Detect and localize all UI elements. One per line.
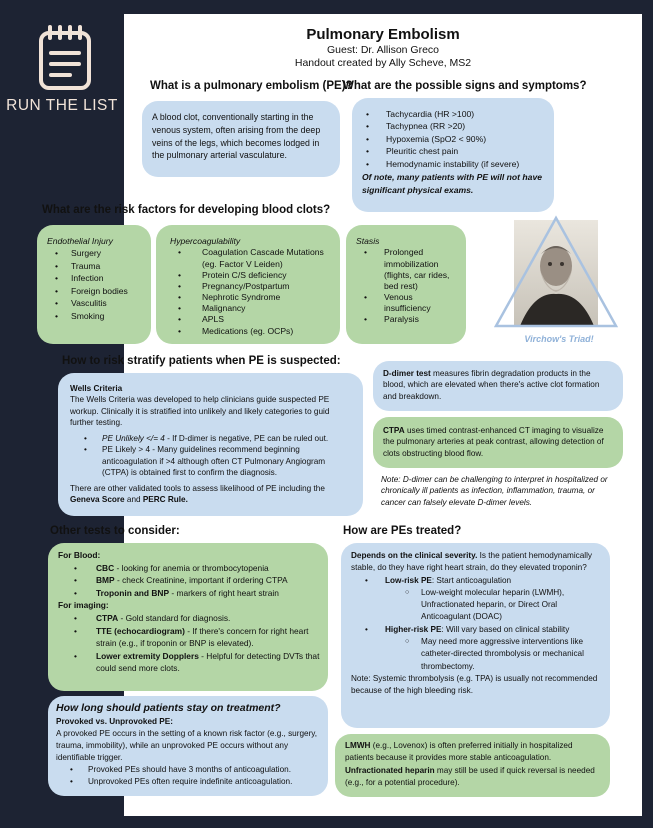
ctpa-box: CTPA uses timed contrast-enhanced CT imaging to visualize the pulmonary arteries at peak contrast, allowing detection of clots obstructing blood flow. [373, 417, 623, 468]
list-item: ○ Low-weight molecular heparin (LWMH), Unfractionated heparin, or Direct Oral Anticoagulant (DOAC) [361, 587, 602, 624]
hypercoagulability-box [156, 225, 340, 344]
logo [0, 0, 124, 140]
signs-heading: What are the possible signs and symptoms? [343, 80, 587, 92]
what-is-text: A blood clot, conventionally starting in the venous system, often arising from the deep veins of the legs, which becomes lodged in the pulmonary arterial vasculature. [152, 112, 321, 161]
what-is-heading: What is a pulmonary embolism (PE)? [150, 80, 353, 92]
list-item: • Higher-risk PE: Will vary based on clinical stability [361, 624, 602, 636]
list-item: • Medications (eg. OCPs) [174, 326, 334, 337]
list-item: • Lower extremity Dopplers - Helpful for detecting DVTs that could send more clots. [70, 650, 320, 675]
list-item: • Prolonged immobilization (flights, car rides, bed rest) [360, 247, 460, 292]
logo-text: RUN THE LIST [6, 97, 118, 114]
blood-label: For Blood: [58, 550, 101, 560]
list-item: • Unprovoked PEs often require indefinite anticoagulation. [66, 776, 320, 788]
list-item: • BMP - check Creatinine, important if ordering CTPA [70, 574, 320, 587]
wells-box [58, 373, 363, 516]
stasis-box [346, 225, 466, 344]
list-item: • APLS [174, 314, 334, 325]
signs-box [352, 98, 554, 212]
hypercoagulability-list [174, 247, 334, 336]
wells-description: The Wells Criteria was developed to help clinicians guide suspected PE workup. Clinically it is stratified into unlikely and likely categories to guid further testing. [70, 395, 330, 428]
endothelial-box [37, 225, 151, 344]
list-item: • Trauma [51, 260, 143, 272]
list-item: • Troponin and BNP - markers of right heart strain [70, 587, 320, 600]
lmwh-box: LMWH (e.g., Lovenox) is often preferred initially in hospitalized patients because it provides more stable anticoagulation. Unfractionated heparin may still be used if quick reversal is needed (e.g., for a potential procedure). [335, 734, 610, 797]
imaging-label: For imaging: [58, 600, 109, 611]
virchow-triad-graphic [494, 214, 624, 346]
duration-description: A provoked PE occurs in the setting of a known risk factor (e.g., surgery, trauma, immobility), while an unprovoked PE occurs without any identifiable trigger. [56, 729, 318, 762]
hypercoagulability-title: Hypercoagulability [170, 236, 241, 246]
handout-credit: Handout created by Ally Scheve, MS2 [294, 57, 472, 69]
wells-list [80, 433, 353, 479]
treatment-intro: Depends on the clinical severity. Is the patient hemodynamically stable, do they have right heart strain, do they elevated troponin? [351, 551, 593, 573]
list-item: • Infection [51, 272, 143, 284]
stratify-heading: How to risk stratify patients when PE is suspected: [62, 355, 341, 367]
list-item: • Low-risk PE: Start anticoagulation [361, 575, 602, 587]
list-item: • Coagulation Cascade Mutations (eg. Factor V Leiden) [174, 247, 334, 269]
list-item: • Provoked PEs should have 3 months of anticoagulation. [66, 764, 320, 776]
what-is-box [142, 101, 340, 177]
list-item: • CBC - looking for anemia or thrombocytopenia [70, 562, 320, 575]
list-item: • Foreign bodies [51, 285, 143, 297]
other-tests-box [48, 543, 328, 691]
duration-list [66, 764, 320, 788]
list-item: • Pleuritic chest pain [362, 145, 546, 157]
portrait-image [494, 214, 624, 346]
treatment-note: Note: Systemic thrombolysis (e.g. TPA) is usually not recommended because of the high bleeding risk. [351, 673, 598, 696]
treatment-box [341, 543, 610, 728]
blood-tests-list [70, 562, 320, 600]
list-item: • PE Likely > 4 - Many guidelines recommend beginning anticoagulation if >4 although often CT Pulmonary Angiogram (CTPA) is obtained first to confirm the diagnosis. [80, 444, 353, 478]
guest-line: Guest: Dr. Allison Greco [326, 44, 440, 56]
ddimer-note: Note: D-dimer can be challenging to interpret in hospitalized or chronically ill patients as infection, inflammation, trauma, or cancer can falsely elevate D-dimer levels. [381, 475, 608, 507]
endothelial-list [51, 247, 143, 322]
list-item: • PE Unlikely </= 4 - If D-dimer is negative, PE can be ruled out. [80, 433, 353, 444]
stasis-list [360, 247, 460, 325]
ddimer-box: D-dimer test measures fibrin degradation products in the blood, which are elevated when there's active clot formation and breakdown. [373, 361, 623, 411]
list-item: • Hemodynamic instability (if severe) [362, 158, 546, 170]
list-item: • Nephrotic Syndrome [174, 292, 334, 303]
duration-box [48, 696, 328, 796]
list-item: • Protein C/S deficiency [174, 270, 334, 281]
list-item: • Tachycardia (HR >100) [362, 108, 546, 120]
endothelial-title: Endothelial Injury [47, 236, 113, 246]
list-item: • Smoking [51, 310, 143, 322]
list-item: • Venous insufficiency [360, 292, 460, 314]
duration-subheading: Provoked vs. Unprovoked PE: [56, 717, 173, 727]
signs-list [362, 108, 546, 170]
notepad-icon [0, 0, 124, 100]
duration-heading: How long should patients stay on treatment? [56, 702, 281, 714]
list-item: • CTPA - Gold standard for diagnosis. [70, 612, 320, 625]
treatment-heading: How are PEs treated? [343, 525, 462, 537]
wells-title: Wells Criteria [70, 384, 123, 393]
list-item: • Malignancy [174, 303, 334, 314]
list-item: • Vasculitis [51, 297, 143, 309]
triad-caption: Virchow's Triad! [524, 334, 594, 344]
treatment-list [361, 575, 602, 673]
list-item: • Paralysis [360, 314, 460, 325]
stasis-title: Stasis [356, 236, 380, 246]
list-item: ○ May need more aggressive interventions like catheter-directed thrombolysis or mechanical thrombectomy. [361, 636, 602, 673]
list-item: • TTE (echocardiogram) - If there's concern for right heart strain (e.g., if troponin or BNP is elevated). [70, 625, 320, 650]
list-item: • Tachypnea (RR >20) [362, 120, 546, 132]
list-item: • Surgery [51, 247, 143, 259]
other-tests-heading: Other tests to consider: [50, 525, 180, 537]
risk-factors-heading: What are the risk factors for developing blood clots? [42, 204, 331, 216]
list-item: • Hypoxemia (SpO2 < 90%) [362, 133, 546, 145]
signs-note: Of note, many patients with PE will not have significant physical exams. [362, 172, 543, 195]
page-title: Pulmonary Embolism [306, 26, 460, 43]
list-item: • Pregnancy/Postpartum [174, 281, 334, 292]
imaging-tests-list [70, 612, 320, 675]
other-tools-text: There are other validated tools to assess likelihood of PE including the Geneva Score and PERC Rule. [70, 483, 325, 505]
